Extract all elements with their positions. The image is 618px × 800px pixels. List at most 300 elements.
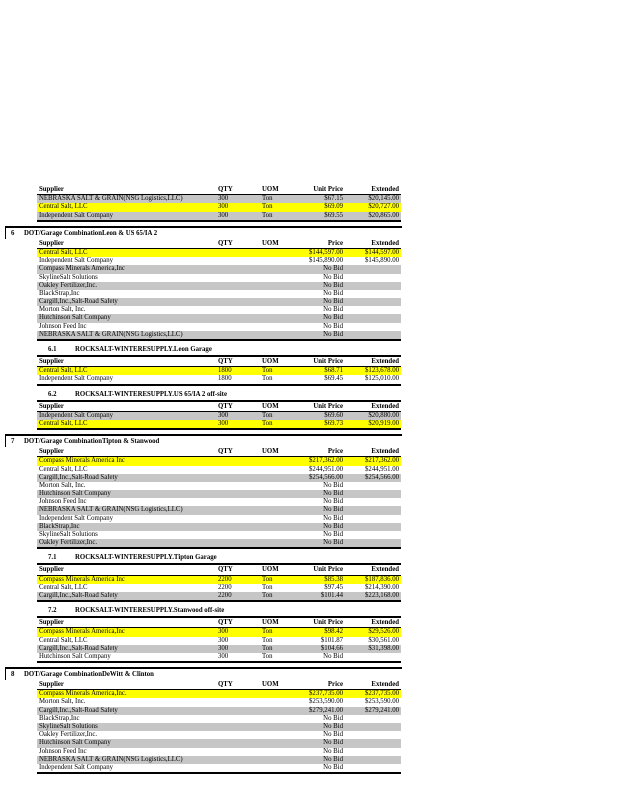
cell-supplier: Cargill,Inc.,Salt-Road Safety (39, 298, 118, 306)
column-header-supplier: Supplier (39, 566, 64, 574)
cell-price: No Bid (323, 498, 343, 506)
cell-uom (262, 290, 305, 298)
cell-supplier: Central Salt, LLC (39, 248, 88, 256)
table-row (37, 645, 401, 653)
cell-price: $237,735.00 (309, 690, 343, 698)
table-row (37, 515, 401, 523)
cell-extended (343, 306, 401, 314)
table-row (37, 195, 401, 203)
cell-supplier: Central Salt, LLC (39, 636, 88, 644)
bid-table (37, 403, 401, 431)
cell-uom (262, 306, 305, 314)
cell-extended: $125,010.00 (365, 375, 399, 383)
cell-qty (218, 331, 262, 339)
cell-price: $67.15 (324, 195, 343, 203)
bid-table (37, 566, 401, 602)
table-row (37, 637, 401, 645)
cell-price: No Bid (323, 763, 343, 771)
cell-extended (343, 539, 401, 547)
cell-qty (218, 539, 262, 547)
cell-extended: $145,890.00 (365, 257, 399, 265)
table-row (37, 739, 401, 747)
cell-qty (218, 707, 262, 715)
column-header-price: Price (327, 448, 343, 456)
cell-supplier: Central Salt, LLC (39, 203, 88, 211)
section-number: 7.1 (48, 554, 57, 562)
cell-supplier: Compass Minerals America,Inc (39, 628, 125, 636)
cell-qty (218, 457, 262, 465)
table-header-row (37, 403, 401, 412)
column-header-uom: UOM (262, 448, 279, 456)
cell-uom: Ton (262, 591, 273, 599)
cell-extended (343, 282, 401, 290)
cell-qty (218, 306, 262, 314)
section-number: 6 (11, 229, 15, 237)
cell-price: No Bid (323, 723, 343, 730)
column-header-extended: Extended (371, 681, 399, 689)
subsection-header (37, 345, 401, 357)
table-row (37, 466, 401, 474)
cell-qty (218, 249, 262, 257)
section-title: DOT/Garage CombinationTipton & Stanwood (24, 438, 160, 446)
table-row (37, 490, 401, 498)
cell-qty: 300 (218, 419, 229, 427)
column-header-price: Price (327, 681, 343, 689)
cell-qty: 1800 (218, 367, 232, 375)
cell-qty (218, 731, 262, 739)
cell-qty (218, 715, 262, 723)
cell-price: $101.87 (320, 636, 343, 644)
cell-price: No Bid (323, 514, 343, 522)
cell-uom (262, 707, 305, 715)
column-header-qty: QTY (218, 619, 233, 627)
cell-extended (343, 653, 401, 661)
cell-supplier: Oakley Fertilizer,Inc. (39, 731, 98, 739)
cell-extended: $144,597.00 (365, 248, 399, 256)
cell-qty (218, 523, 262, 531)
column-header-extended: Extended (371, 448, 399, 456)
cell-qty: 300 (218, 644, 229, 652)
cell-uom: Ton (262, 195, 273, 203)
cell-qty (218, 756, 262, 764)
table-row (37, 764, 401, 772)
cell-qty (218, 466, 262, 474)
cell-uom: Ton (262, 203, 273, 211)
cell-supplier: Cargill,Inc.,Salt-Road Safety (39, 706, 118, 714)
cell-supplier: Hutchinson Salt Company (39, 652, 111, 660)
cell-uom (262, 331, 305, 339)
cell-extended: $214,390.00 (365, 583, 399, 591)
cell-supplier: Cargill,Inc.,Salt-Road Safety (39, 591, 118, 599)
cell-price: No Bid (323, 330, 343, 338)
cell-price: No Bid (323, 539, 343, 547)
cell-uom (262, 498, 305, 506)
cell-extended (343, 323, 401, 331)
cell-extended (343, 531, 401, 539)
column-header-extended: Extended (371, 239, 399, 247)
table-row (37, 523, 401, 531)
cell-extended: $30,561.00 (368, 636, 399, 644)
cell-supplier: Independent Salt Company (39, 375, 113, 383)
table-row (37, 482, 401, 490)
cell-price: $68.71 (324, 367, 343, 375)
cell-supplier: BlackStrap,Inc (39, 522, 80, 530)
cell-extended: $279,241.00 (365, 706, 399, 714)
column-header-supplier: Supplier (39, 186, 64, 193)
column-header-price: Unit Price (313, 619, 343, 627)
cell-uom: Ton (262, 636, 273, 644)
table-row (37, 584, 401, 592)
cell-qty (218, 265, 262, 273)
cell-supplier: Independent Salt Company (39, 411, 113, 419)
cell-price: $69.09 (324, 203, 343, 211)
cell-extended: $217,362.00 (365, 457, 399, 465)
cell-supplier: Johnson Feed Inc (39, 498, 87, 506)
cell-extended: $20,727.00 (368, 203, 399, 211)
subsection-header (37, 553, 401, 565)
section-title: ROCKSALT-WINTERESUPPLY.Stanwood off-site (75, 607, 225, 615)
cell-supplier: NEBRASKA SALT & GRAIN(NSG Logistics,LLC) (39, 506, 183, 514)
cell-price: No Bid (323, 522, 343, 530)
cell-uom (262, 298, 305, 306)
cell-extended (343, 715, 401, 723)
column-header-uom: UOM (262, 239, 279, 247)
cell-price: $145,890.00 (309, 257, 343, 265)
cell-extended (343, 498, 401, 506)
cell-uom (262, 482, 305, 490)
section-title: DOT/Garage CombinationLeon & US 65/IA 2 (24, 229, 158, 237)
cell-extended (343, 314, 401, 322)
section-header (5, 434, 402, 447)
cell-price: No Bid (323, 298, 343, 306)
cell-uom (262, 698, 305, 706)
table-row (37, 690, 401, 698)
cell-uom (262, 539, 305, 547)
cell-qty (218, 274, 262, 282)
cell-uom (262, 474, 305, 482)
table-row (37, 203, 401, 211)
cell-price: No Bid (323, 306, 343, 314)
table-row (37, 457, 401, 465)
table-row (37, 498, 401, 506)
cell-supplier: Johnson Feed Inc (39, 747, 87, 755)
cell-price: No Bid (323, 531, 343, 538)
column-header-uom: UOM (262, 681, 279, 689)
cell-uom: Ton (262, 419, 273, 427)
table-row (37, 367, 401, 375)
cell-qty (218, 748, 262, 756)
column-header-supplier: Supplier (39, 681, 64, 689)
cell-price: No Bid (323, 739, 343, 747)
column-header-qty: QTY (218, 239, 233, 247)
cell-extended (343, 290, 401, 298)
table-row (37, 707, 401, 715)
table-row (37, 723, 401, 731)
cell-supplier: SkylineSalt Solutions (39, 273, 98, 281)
cell-supplier: Central Salt, LLC (39, 465, 88, 473)
cell-price: No Bid (323, 322, 343, 330)
cell-uom (262, 523, 305, 531)
cell-uom: Ton (262, 628, 273, 636)
column-header-supplier: Supplier (39, 448, 64, 456)
column-header-supplier: Supplier (39, 619, 64, 627)
column-header-supplier: Supplier (39, 239, 64, 247)
cell-supplier: BlackStrap,Inc (39, 289, 80, 297)
cell-uom: Ton (262, 575, 273, 583)
cell-price: $97.45 (324, 583, 343, 591)
table-header-row (37, 619, 401, 628)
cell-extended (343, 756, 401, 764)
bid-table (37, 448, 401, 549)
cell-price: No Bid (323, 314, 343, 322)
cell-extended (343, 748, 401, 756)
table-row (37, 531, 401, 539)
subsection-header (37, 390, 401, 402)
cell-extended (343, 482, 401, 490)
cell-uom (262, 282, 305, 290)
cell-qty: 300 (218, 203, 229, 211)
cell-price: $101.44 (320, 591, 343, 599)
section-number: 7.2 (48, 607, 57, 615)
column-header-supplier: Supplier (39, 402, 64, 410)
cell-uom (262, 690, 305, 698)
table-row (37, 539, 401, 547)
cell-qty: 300 (218, 636, 229, 644)
cell-price: No Bid (323, 289, 343, 297)
cell-uom (262, 490, 305, 498)
section-title: ROCKSALT-WINTERESUPPLY.US 65/IA 2 off-site (75, 390, 227, 398)
column-header-uom: UOM (262, 619, 279, 627)
table-row (37, 306, 401, 314)
section-title: ROCKSALT-WINTERESUPPLY.Leon Garage (75, 346, 212, 353)
cell-extended (343, 298, 401, 306)
cell-uom (262, 466, 305, 474)
column-header-uom: UOM (262, 566, 279, 574)
cell-supplier: Hutchinson Salt Company (39, 739, 111, 747)
column-header-price: Price (327, 239, 343, 247)
table-header-row (37, 566, 401, 575)
column-header-qty: QTY (218, 681, 233, 689)
cell-supplier: Independent Salt Company (39, 257, 113, 265)
document-content (0, 185, 618, 778)
cell-supplier: Cargill,Inc.,Salt-Road Safety (39, 644, 118, 652)
bid-table (37, 681, 401, 774)
cell-supplier: NEBRASKA SALT & GRAIN(NSG Logistics,LLC) (39, 330, 183, 338)
cell-uom (262, 457, 305, 465)
section-header (5, 226, 402, 239)
cell-extended: $253,590.00 (365, 698, 399, 706)
cell-qty: 2200 (218, 583, 232, 591)
cell-price: $104.66 (320, 644, 343, 652)
cell-uom: Ton (262, 411, 273, 419)
cell-uom (262, 748, 305, 756)
table-row (37, 592, 401, 600)
cell-price: $253,590.00 (309, 698, 343, 706)
cell-price: $98.42 (324, 628, 343, 636)
column-header-supplier: Supplier (39, 358, 64, 365)
cell-price: No Bid (323, 755, 343, 763)
cell-uom: Ton (262, 367, 273, 375)
table-row (37, 282, 401, 290)
cell-uom: Ton (262, 652, 273, 660)
cell-uom (262, 314, 305, 322)
column-header-price: Unit Price (313, 186, 343, 193)
table-header-row (37, 681, 401, 690)
cell-uom (262, 323, 305, 331)
cell-extended (343, 731, 401, 739)
bid-table (37, 619, 401, 663)
cell-qty (218, 515, 262, 523)
table-row (37, 298, 401, 306)
table-row (37, 474, 401, 482)
cell-price: No Bid (323, 714, 343, 722)
cell-supplier: Compass Minerals America,Inc (39, 265, 125, 273)
cell-uom (262, 715, 305, 723)
cell-price: No Bid (323, 731, 343, 739)
cell-qty (218, 323, 262, 331)
cell-qty (218, 290, 262, 298)
cell-extended: $29,526.00 (368, 628, 399, 636)
cell-price: $244,951.00 (309, 465, 343, 473)
table-row (37, 257, 401, 265)
cell-price: $254,566.00 (309, 473, 343, 481)
cell-extended (343, 274, 401, 282)
cell-price: $85.38 (324, 575, 343, 583)
cell-price: No Bid (323, 652, 343, 660)
cell-price: No Bid (323, 273, 343, 281)
table-row (37, 212, 401, 220)
section-number: 6.1 (48, 346, 57, 353)
cell-uom (262, 506, 305, 514)
cell-extended: $123,678.00 (365, 367, 399, 375)
table-row (37, 628, 401, 636)
cell-extended (343, 506, 401, 514)
cell-qty: 2200 (218, 591, 232, 599)
cell-qty: 300 (218, 628, 229, 636)
cell-qty (218, 739, 262, 747)
cell-extended: $244,951.00 (365, 465, 399, 473)
column-header-extended: Extended (371, 566, 399, 574)
cell-qty (218, 690, 262, 698)
cell-extended (343, 723, 401, 731)
cell-uom (262, 265, 305, 273)
cell-price: $217,362.00 (309, 457, 343, 465)
section-number: 8 (11, 671, 15, 679)
table-row (37, 323, 401, 331)
table-row (37, 748, 401, 756)
cell-extended: $223,168.00 (365, 591, 399, 599)
cell-extended: $20,145.00 (368, 195, 399, 203)
cell-price: $69.55 (324, 211, 343, 219)
cell-uom: Ton (262, 583, 273, 591)
cell-qty: 300 (218, 211, 229, 219)
cell-supplier: Central Salt, LLC (39, 419, 88, 427)
cell-supplier: Central Salt, LLC (39, 367, 88, 375)
cell-supplier: Oakley Fertilizer,Inc. (39, 539, 98, 547)
cell-supplier: Morton Salt, Inc. (39, 306, 86, 314)
bid-table (37, 186, 401, 222)
cell-extended (343, 523, 401, 531)
cell-extended (343, 739, 401, 747)
cell-extended (343, 331, 401, 339)
cell-qty (218, 474, 262, 482)
cell-supplier: BlackStrap,Inc (39, 714, 80, 722)
cell-extended (343, 764, 401, 772)
cell-uom (262, 515, 305, 523)
table-row (37, 249, 401, 257)
cell-supplier: Compass Minerals America,Inc. (39, 690, 127, 698)
section-header (5, 667, 402, 680)
cell-qty: 300 (218, 195, 229, 203)
cell-price: No Bid (323, 281, 343, 289)
cell-extended: $187,836.00 (365, 575, 399, 583)
cell-supplier: Independent Salt Company (39, 211, 113, 219)
table-row (37, 506, 401, 514)
cell-uom (262, 756, 305, 764)
cell-extended: $20,919.00 (368, 419, 399, 427)
cell-qty (218, 257, 262, 265)
cell-uom (262, 249, 305, 257)
cell-extended: $254,566.00 (365, 473, 399, 481)
cell-qty: 2200 (218, 575, 232, 583)
table-header-row (37, 240, 401, 249)
column-header-extended: Extended (371, 186, 399, 193)
cell-qty (218, 698, 262, 706)
section-title: ROCKSALT-WINTERESUPPLY.Tipton Garage (75, 554, 217, 562)
cell-supplier: NEBRASKA SALT & GRAIN(NSG Logistics,LLC) (39, 195, 183, 203)
column-header-qty: QTY (218, 566, 233, 574)
column-header-extended: Extended (371, 358, 399, 365)
table-header-row (37, 358, 401, 367)
cell-price: No Bid (323, 506, 343, 514)
cell-qty: 300 (218, 652, 229, 660)
cell-extended (343, 265, 401, 273)
cell-price: $144,597.00 (309, 248, 343, 256)
table-row (37, 576, 401, 584)
table-row (37, 314, 401, 322)
table-row (37, 290, 401, 298)
cell-supplier: Hutchinson Salt Company (39, 314, 111, 322)
cell-qty (218, 498, 262, 506)
cell-uom: Ton (262, 375, 273, 383)
table-row (37, 375, 401, 383)
cell-uom: Ton (262, 644, 273, 652)
cell-supplier: Independent Salt Company (39, 763, 113, 771)
cell-extended (343, 515, 401, 523)
table-header-row (37, 186, 401, 195)
table-row (37, 653, 401, 661)
section-number: 7 (11, 438, 15, 446)
column-header-uom: UOM (262, 402, 279, 410)
column-header-price: Unit Price (313, 402, 343, 410)
column-header-extended: Extended (371, 619, 399, 627)
column-header-qty: QTY (218, 402, 233, 410)
cell-supplier: Compass Minerals America Inc (39, 575, 125, 583)
cell-uom (262, 274, 305, 282)
cell-uom: Ton (262, 211, 273, 219)
cell-extended: $31,398.00 (368, 644, 399, 652)
subsection-header (37, 606, 401, 618)
table-row (37, 265, 401, 273)
cell-qty (218, 282, 262, 290)
cell-uom (262, 723, 305, 731)
cell-uom (262, 531, 305, 539)
section-number: 6.2 (48, 390, 57, 398)
cell-uom (262, 739, 305, 747)
cell-price: $69.60 (324, 411, 343, 419)
table-row (37, 756, 401, 764)
column-header-qty: QTY (218, 448, 233, 456)
